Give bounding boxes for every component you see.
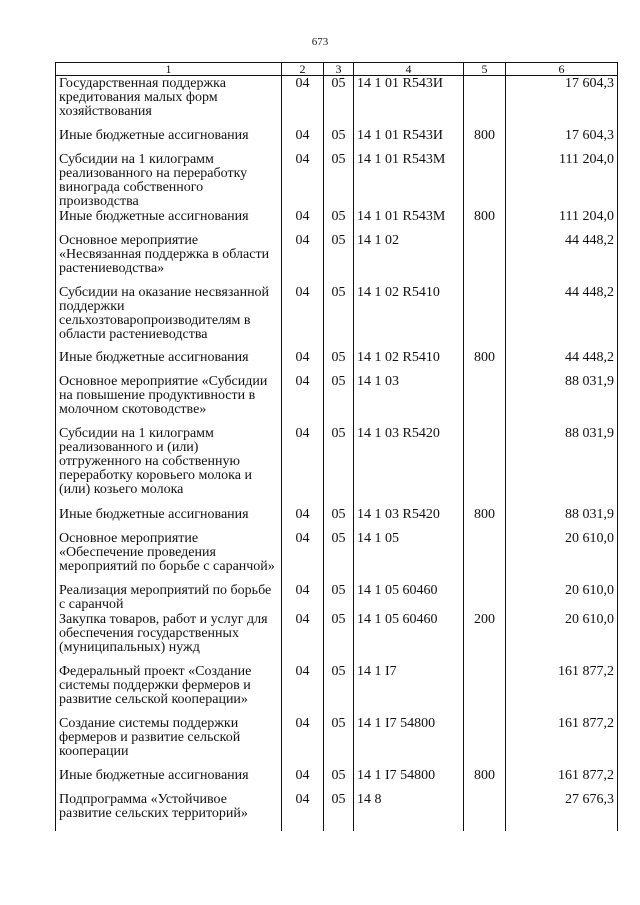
- row-subsection-cell: 05: [324, 716, 354, 768]
- row-subsection-cell: 05: [324, 664, 354, 716]
- row-section-cell: 04: [282, 426, 324, 507]
- row-expense-type-cell: [464, 426, 506, 507]
- row-target-code-cell: 14 1 03 R5420: [354, 426, 464, 507]
- row-subsection-cell: 05: [324, 583, 354, 612]
- row-name-cell: Закупка товаров, работ и услуг для обеспечения государственных (муниципальных) нужд: [56, 612, 282, 664]
- row-name-cell: Иные бюджетные ассигнования: [56, 768, 282, 792]
- table-row: [56, 285, 618, 350]
- row-name-cell: Основное мероприятие «Несвязанная поддержка в области растениеводства»: [56, 233, 282, 285]
- row-subsection-cell: 05: [324, 374, 354, 426]
- row-expense-type-cell: [464, 76, 506, 129]
- row-amount-cell: 20 610,0: [506, 583, 618, 612]
- table-row: [56, 209, 618, 233]
- row-section-cell: 04: [282, 285, 324, 350]
- table-header-row: [56, 63, 618, 76]
- table-row: [56, 612, 618, 664]
- row-target-code-cell: 14 1 03 R5420: [354, 507, 464, 531]
- table-row: [56, 152, 618, 209]
- row-expense-type-cell: 800: [464, 209, 506, 233]
- row-subsection-cell: 05: [324, 285, 354, 350]
- row-section-cell: 04: [282, 531, 324, 583]
- row-section-cell: 04: [282, 612, 324, 664]
- row-target-code-cell: 14 1 01 R543M: [354, 209, 464, 233]
- row-subsection-cell: 05: [324, 792, 354, 831]
- row-section-cell: 04: [282, 128, 324, 152]
- row-amount-cell: 161 877,2: [506, 768, 618, 792]
- row-subsection-cell: 05: [324, 128, 354, 152]
- row-amount-cell: 44 448,2: [506, 350, 618, 374]
- row-amount-cell: 161 877,2: [506, 664, 618, 716]
- row-target-code-cell: 14 1 02 R5410: [354, 350, 464, 374]
- row-expense-type-cell: 800: [464, 128, 506, 152]
- row-amount-cell: 88 031,9: [506, 426, 618, 507]
- row-target-code-cell: 14 1 01 R543И: [354, 128, 464, 152]
- row-name-cell: Государственная поддержка кредитования малых форм хозяйствования: [56, 76, 282, 129]
- table-body: [56, 76, 618, 832]
- row-section-cell: 04: [282, 350, 324, 374]
- row-name-cell: Федеральный проект «Создание системы поддержки фермеров и развитие сельской кооперации»: [56, 664, 282, 716]
- row-section-cell: 04: [282, 209, 324, 233]
- row-target-code-cell: 14 1 01 R543M: [354, 152, 464, 209]
- column-header-1: 1: [56, 63, 282, 76]
- table-row: [56, 716, 618, 768]
- column-header-4: 4: [354, 63, 464, 76]
- row-target-code-cell: 14 1 I7: [354, 664, 464, 716]
- table-row: [56, 374, 618, 426]
- table-row: [56, 768, 618, 792]
- row-expense-type-cell: [464, 664, 506, 716]
- row-section-cell: 04: [282, 792, 324, 831]
- row-expense-type-cell: [464, 792, 506, 831]
- row-amount-cell: 88 031,9: [506, 374, 618, 426]
- row-name-cell: Подпрограмма «Устойчивое развитие сельских территорий»: [56, 792, 282, 831]
- row-name-cell: Субсидии на 1 килограмм реализованного и (или) отгруженного на собственную переработку коровьего молока и (или) козьего молока: [56, 426, 282, 507]
- table-row: [56, 426, 618, 507]
- row-expense-type-cell: [464, 374, 506, 426]
- table-row: [56, 350, 618, 374]
- row-expense-type-cell: [464, 152, 506, 209]
- row-amount-cell: 44 448,2: [506, 285, 618, 350]
- row-target-code-cell: 14 1 03: [354, 374, 464, 426]
- row-amount-cell: 17 604,3: [506, 128, 618, 152]
- row-expense-type-cell: [464, 716, 506, 768]
- row-subsection-cell: 05: [324, 76, 354, 129]
- row-name-cell: Иные бюджетные ассигнования: [56, 507, 282, 531]
- row-section-cell: 04: [282, 664, 324, 716]
- row-name-cell: Реализация мероприятий по борьбе с саранчой: [56, 583, 282, 612]
- table-row: [56, 583, 618, 612]
- column-header-3: 3: [324, 63, 354, 76]
- row-subsection-cell: 05: [324, 507, 354, 531]
- row-amount-cell: 111 204,0: [506, 152, 618, 209]
- table-row: [56, 76, 618, 129]
- table-row: [56, 531, 618, 583]
- row-target-code-cell: 14 1 02: [354, 233, 464, 285]
- row-name-cell: Основное мероприятие «Обеспечение проведения мероприятий по борьбе с саранчой»: [56, 531, 282, 583]
- column-header-2: 2: [282, 63, 324, 76]
- row-subsection-cell: 05: [324, 531, 354, 583]
- table-row: [56, 233, 618, 285]
- row-amount-cell: 111 204,0: [506, 209, 618, 233]
- row-subsection-cell: 05: [324, 612, 354, 664]
- row-name-cell: Субсидии на 1 килограмм реализованного на переработку винограда собственного производства: [56, 152, 282, 209]
- row-section-cell: 04: [282, 768, 324, 792]
- table-row: [56, 128, 618, 152]
- row-amount-cell: 88 031,9: [506, 507, 618, 531]
- row-subsection-cell: 05: [324, 768, 354, 792]
- row-amount-cell: 20 610,0: [506, 612, 618, 664]
- row-section-cell: 04: [282, 76, 324, 129]
- row-target-code-cell: 14 1 05: [354, 531, 464, 583]
- budget-table: [55, 62, 618, 831]
- row-target-code-cell: 14 1 05 60460: [354, 583, 464, 612]
- page-number: 673: [311, 36, 329, 48]
- row-subsection-cell: 05: [324, 233, 354, 285]
- row-expense-type-cell: 800: [464, 350, 506, 374]
- row-name-cell: Субсидии на оказание несвязанной поддержки сельхозтоваропроизводителям в области растениеводства: [56, 285, 282, 350]
- row-section-cell: 04: [282, 507, 324, 531]
- row-section-cell: 04: [282, 583, 324, 612]
- row-name-cell: Иные бюджетные ассигнования: [56, 209, 282, 233]
- row-expense-type-cell: [464, 233, 506, 285]
- row-target-code-cell: 14 1 05 60460: [354, 612, 464, 664]
- row-section-cell: 04: [282, 233, 324, 285]
- row-target-code-cell: 14 1 02 R5410: [354, 285, 464, 350]
- row-expense-type-cell: [464, 531, 506, 583]
- row-name-cell: Иные бюджетные ассигнования: [56, 350, 282, 374]
- row-name-cell: Создание системы поддержки фермеров и развитие сельской кооперации: [56, 716, 282, 768]
- row-expense-type-cell: [464, 583, 506, 612]
- table-row: [56, 792, 618, 831]
- row-expense-type-cell: 800: [464, 768, 506, 792]
- row-amount-cell: 161 877,2: [506, 716, 618, 768]
- row-subsection-cell: 05: [324, 426, 354, 507]
- row-expense-type-cell: 200: [464, 612, 506, 664]
- row-subsection-cell: 05: [324, 209, 354, 233]
- row-amount-cell: 44 448,2: [506, 233, 618, 285]
- row-name-cell: Основное мероприятие «Субсидии на повышение продуктивности в молочном скотоводстве»: [56, 374, 282, 426]
- column-header-5: 5: [464, 63, 506, 76]
- row-section-cell: 04: [282, 152, 324, 209]
- table-row: [56, 664, 618, 716]
- row-target-code-cell: 14 1 I7 54800: [354, 768, 464, 792]
- table-row: [56, 507, 618, 531]
- row-target-code-cell: 14 8: [354, 792, 464, 831]
- row-name-cell: Иные бюджетные ассигнования: [56, 128, 282, 152]
- row-expense-type-cell: 800: [464, 507, 506, 531]
- row-target-code-cell: 14 1 01 R543И: [354, 76, 464, 129]
- row-section-cell: 04: [282, 374, 324, 426]
- row-section-cell: 04: [282, 716, 324, 768]
- row-expense-type-cell: [464, 285, 506, 350]
- row-subsection-cell: 05: [324, 350, 354, 374]
- row-amount-cell: 20 610,0: [506, 531, 618, 583]
- row-subsection-cell: 05: [324, 152, 354, 209]
- column-header-6: 6: [506, 63, 618, 76]
- row-amount-cell: 27 676,3: [506, 792, 618, 831]
- row-target-code-cell: 14 1 I7 54800: [354, 716, 464, 768]
- row-amount-cell: 17 604,3: [506, 76, 618, 129]
